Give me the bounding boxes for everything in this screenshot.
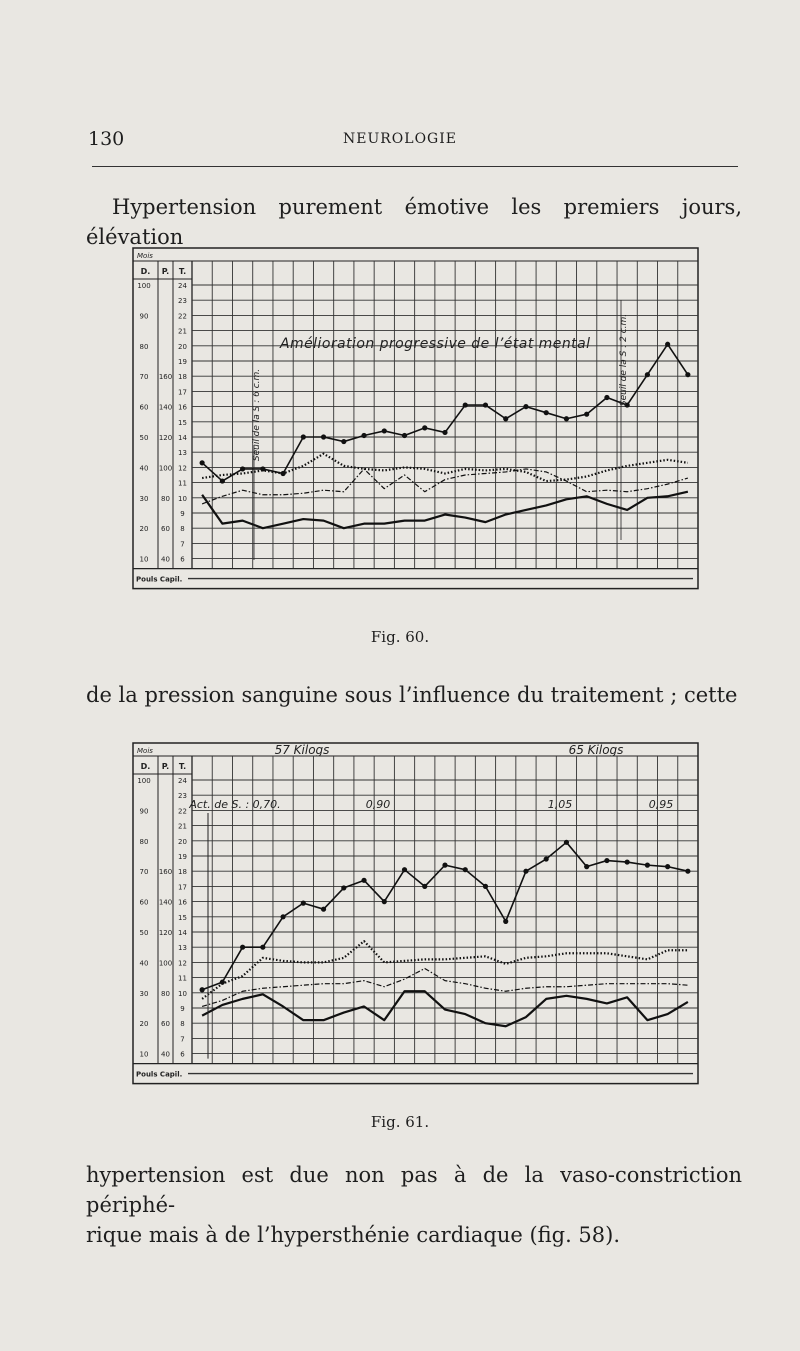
data-point [260,945,265,950]
paragraph-3 [86,1160,742,1250]
data-point [301,434,306,439]
chart-frame [133,248,698,589]
data-point [200,460,205,465]
tick-label-t: 22 [178,312,187,321]
paragraph-2: de la pression sanguine sous l’influence du traitement ; cette [86,683,738,707]
data-point [341,885,346,890]
tick-label-t: 19 [178,358,187,366]
tick-label-p: 120 [158,929,173,937]
data-point [584,412,589,417]
figure-61-chart [0,735,800,1095]
data-point [564,840,569,845]
tick-label-t: 18 [178,373,187,382]
tick-label-p: 60 [161,525,170,534]
data-point [442,863,447,868]
weight-label-2: 65 Kilogs [568,743,624,757]
tick-label-d: 70 [139,868,149,877]
tick-label-t: 9 [180,510,185,518]
data-point [604,858,609,863]
tick-label-t: 6 [180,555,185,564]
series-line-1 [202,344,688,481]
tick-label-t: 10 [178,989,187,998]
tick-label-t: 7 [180,540,185,549]
tick-label-d: 10 [139,1050,149,1059]
tick-label-d: 60 [139,898,149,907]
data-point [665,864,670,869]
data-point [422,425,427,430]
tick-label-t: 10 [178,494,187,503]
tick-label-t: 23 [178,792,187,801]
tick-label-p: 40 [161,1050,170,1059]
tick-label-t: 11 [178,974,187,983]
running-head: NEUROLOGIE [343,131,457,147]
tick-label-p: 120 [158,434,173,442]
tick-label-d: 20 [139,1020,149,1029]
tick-label-p: 100 [158,464,173,473]
column-header-d: D. [140,762,151,771]
paragraph-1: Hypertension purement émotive les premiers jours, élévation [86,195,742,249]
tick-label-d: 20 [139,525,149,534]
tick-label-p: 80 [161,494,170,503]
tick-label-d: 100 [137,777,151,785]
tick-label-t: 24 [178,777,187,785]
tick-label-d: 80 [139,837,149,846]
tick-label-t: 15 [178,913,187,922]
data-point [645,372,650,377]
tick-label-d: 80 [139,342,149,351]
tick-label-p: 160 [158,373,173,382]
tick-label-t: 22 [178,807,187,816]
tick-label-d: 100 [137,282,151,290]
tick-label-p: 80 [161,989,170,998]
data-point [645,863,650,868]
figure-60-caption: Fig. 60. [370,628,430,646]
column-header-d: D. [140,267,151,276]
tick-label-p: 100 [158,959,173,968]
tick-label-t: 18 [178,868,187,877]
data-point [422,884,427,889]
tick-label-d: 40 [139,959,149,968]
tick-label-t: 12 [178,959,187,968]
tick-label-d: 90 [139,807,149,816]
tick-label-t: 17 [178,388,187,397]
data-point [685,372,690,377]
tick-label-t: 16 [178,898,187,907]
dose-label-2: 0,90 [365,798,391,811]
data-point [240,945,245,950]
tick-label-t: 8 [180,1020,185,1029]
column-header-p: P. [161,267,170,276]
weight-label-1: 57 Kilogs [274,743,330,757]
data-point [361,878,366,883]
data-point [200,987,205,992]
data-point [382,899,387,904]
tick-label-t: 24 [178,282,187,290]
tick-label-t: 19 [178,853,187,861]
tick-label-t: 21 [178,822,187,831]
data-point [321,434,326,439]
paragraph-3-line-2: rique mais à de l’hypersthénie cardiaque (fig. 58). [86,1223,621,1247]
data-point [685,869,690,874]
data-point [564,416,569,421]
dose-label-1: Act. de S. : 0,70. [189,798,281,811]
data-point [240,466,245,471]
data-point [442,430,447,435]
pouls-capil-label: Pouls Capil. [136,575,183,584]
tick-label-t: 6 [180,1050,185,1059]
series-line-4 [202,492,688,528]
tick-label-t: 9 [180,1005,185,1013]
data-point [402,433,407,438]
data-point [544,856,549,861]
tick-label-p: 140 [158,403,173,412]
data-point [483,402,488,407]
data-point [301,901,306,906]
data-point [523,869,528,874]
tick-label-t: 15 [178,418,187,427]
data-point [665,342,670,347]
figure-60-chart [0,240,800,600]
tick-label-t: 14 [178,434,187,442]
data-point [220,478,225,483]
data-point [584,864,589,869]
data-point [523,404,528,409]
tick-label-d: 30 [139,494,149,503]
data-point [463,867,468,872]
tick-label-p: 140 [158,898,173,907]
annotation-text: Amélioration progressive de l’état mental [280,336,590,352]
data-point [604,395,609,400]
tick-label-t: 11 [178,479,187,488]
data-point [483,884,488,889]
figure-61-caption: Fig. 61. [370,1113,430,1131]
mois-label: Mois [137,252,153,260]
mois-label: Mois [137,747,153,755]
column-header-t: T. [178,267,187,276]
series-line-2 [202,941,688,999]
tick-label-d: 30 [139,989,149,998]
tick-label-p: 40 [161,555,170,564]
data-point [382,428,387,433]
tick-label-p: 160 [158,868,173,877]
series-line-4 [202,991,688,1026]
data-point [280,914,285,919]
tick-label-t: 16 [178,403,187,412]
tick-label-t: 13 [178,944,187,953]
tick-label-t: 20 [178,837,187,846]
column-header-t: T. [178,762,187,771]
tick-label-d: 50 [139,434,149,442]
tick-label-t: 13 [178,449,187,458]
tick-label-t: 21 [178,327,187,336]
tick-label-d: 90 [139,312,149,321]
tick-label-d: 10 [139,555,149,564]
tick-label-d: 70 [139,373,149,382]
paragraph-3-line-1: hypertension est due non pas à de la vaso-constriction périphé- [86,1163,742,1217]
tick-label-t: 8 [180,525,185,534]
tick-label-t: 14 [178,929,187,937]
header-rule [92,166,738,167]
column-header-p: P. [161,762,170,771]
data-point [463,402,468,407]
chart-frame [133,743,698,1084]
data-point [544,410,549,415]
tick-label-t: 7 [180,1035,185,1044]
tick-label-d: 40 [139,464,149,473]
tick-label-t: 20 [178,342,187,351]
vertical-note-1: Seuil de la S : 6 c.m. [252,368,262,462]
pouls-capil-label: Pouls Capil. [136,1070,183,1079]
data-point [503,416,508,421]
tick-label-d: 60 [139,403,149,412]
data-point [625,859,630,864]
dose-label-3: 1,05 [547,798,573,811]
data-point [321,907,326,912]
data-point [361,433,366,438]
tick-label-p: 60 [161,1020,170,1029]
tick-label-d: 50 [139,929,149,937]
data-point [402,867,407,872]
data-point [503,919,508,924]
dose-label-4: 0,95 [648,798,674,811]
vertical-note-2: Seuil de la S : 2 c.m. [619,313,629,407]
tick-label-t: 12 [178,464,187,473]
page-number: 130 [88,128,125,150]
data-point [341,439,346,444]
tick-label-t: 23 [178,297,187,306]
tick-label-t: 17 [178,883,187,892]
